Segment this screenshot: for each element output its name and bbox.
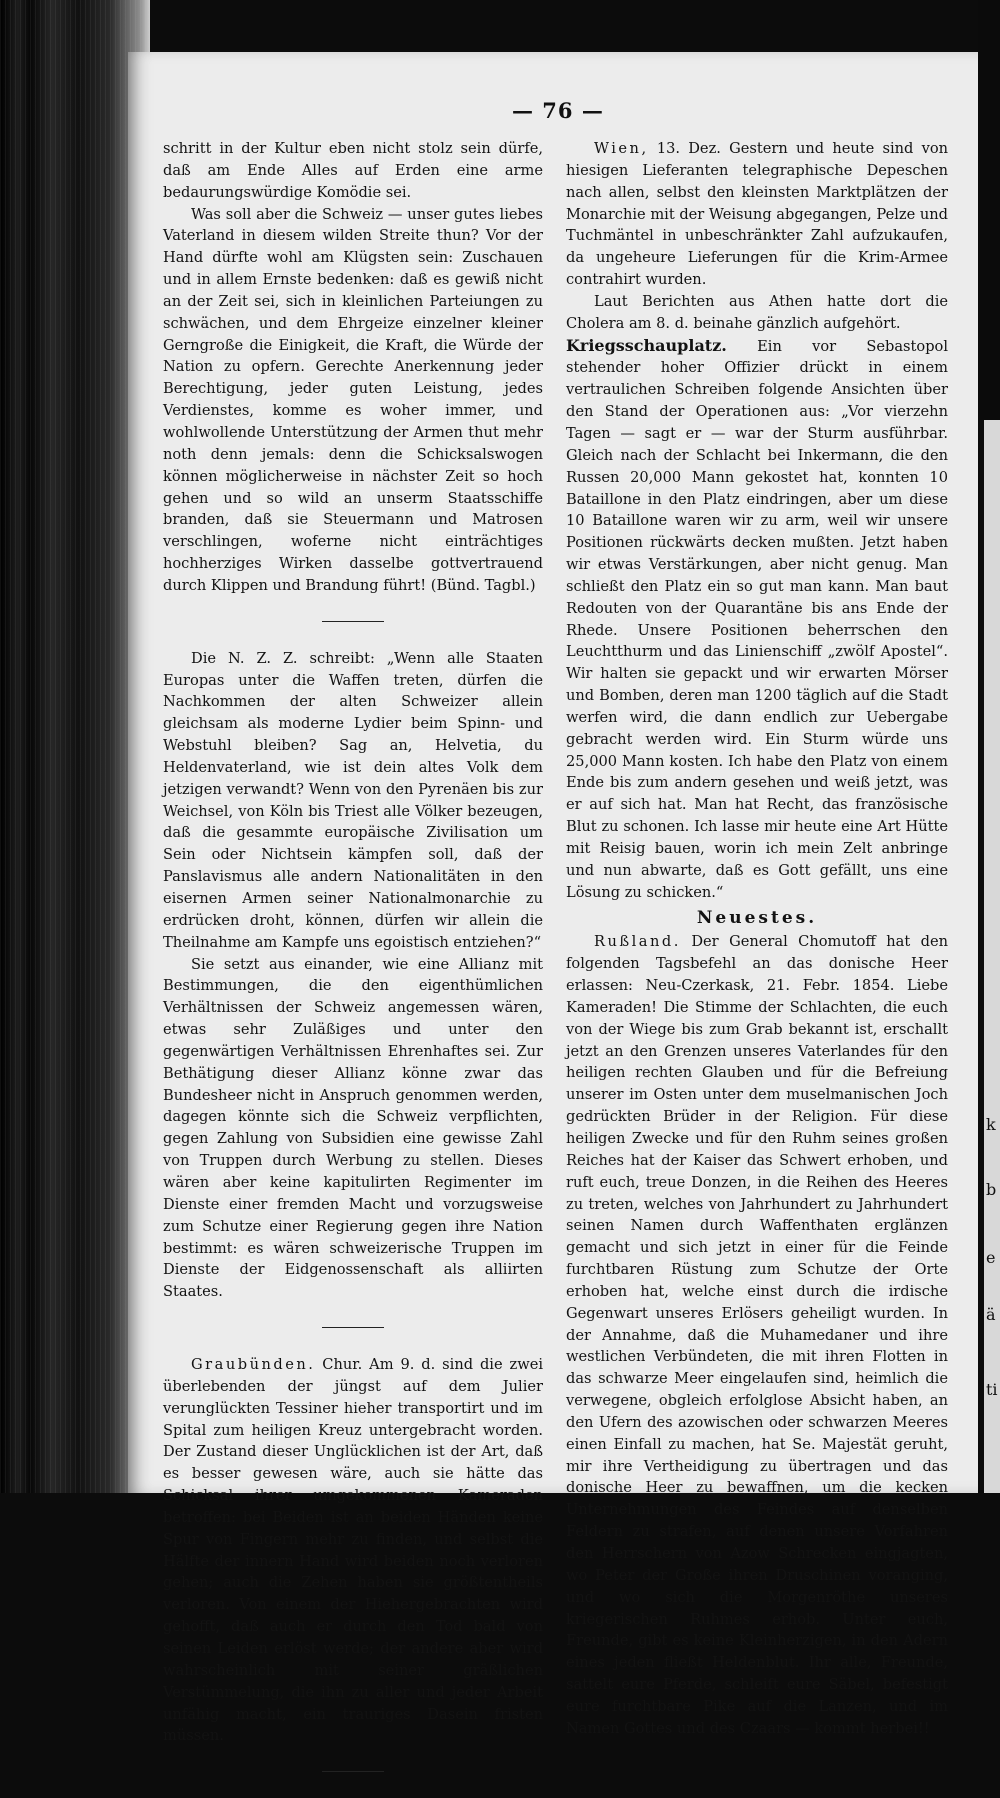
dateline-russland: Rußland. bbox=[594, 933, 681, 951]
edge-fragment: k bbox=[986, 1115, 996, 1134]
paragraph-text: Der General Chomutoff hat den folgenden Tagsbefehl an das donische Heer erlassen: Neu-Czerkask, 21. Febr. 1854. Liebe Kameraden! Die Stimme der Schlachten, die euch von der Wiege bis zum Grab bekannt ist, erschallt jetzt an den Grenzen unseres Vaterlandes für den heiligen rechten Glauben und für die Befreiung unserer im Osten unter dem muselmanischen Joch gedrückten Brüder in der Religion. Für diese heiligen Zwecke und für den Ruhm seines großen Reiches hat der Kaiser das Schwert erhoben, und ruft euch, treue Donzen, in die Reihen des Heeres zu treten, welches von Jahrhundert zu Jahrhundert seinen Namen durch Waffenthaten erglänzen gemacht und sich jetzt in einer für die Feinde furchtbaren Rüstung zum Schutze der Orte erhoben hat, welche einst durch die irdische Gegenwart unseres Erlösers geheiligt wurden. In der Annahme, daß die Muhamedaner und ihre westlichen Verbündeten, die mit ihren Flotten in das schwarze Meer eingelaufen sind, heimlich die verwegene, obgleich erfolglose Absicht haben, an den Ufern des azowischen oder schwarzen Meeres einen Einfall zu machen, hat Se. Majestät geruht, mir ihre Vertheidigung zu übertragen und das donische Heer zu bewaffnen, um die kecken Unternehmungen des Feindes auf denselben Feldern zu strafen, auf denen unsere Vorfahren den Herrschern von Azow Schrecken eingjagten, wo Peter der Große ihren Druschinen voranging, und wo sich die Morgenröthe unseres kriegerischen Ruhmes erhob. Unter euch, Freunde, gibt es keine Kleinherzigen, in den Adern eines jeden fließt Heldenblut. Ihr alle, Freunde, sattelt eure Pferde, schleift eure Säbel, befestigt eure furchtbare Pike auf die Lanzen, und im Namen Gottes und des Czaars — kommt herbei!! bbox=[566, 933, 948, 1737]
section-heading-kriegsschauplatz: Kriegsschauplatz. bbox=[566, 335, 727, 355]
paragraph-kriegsschauplatz bbox=[566, 335, 948, 904]
paragraph: Was soll aber die Schweiz — unser gutes liebes Vaterland in diesem wilden Streite thun? Vor der Hand dürfte wohl am Klügsten sein: Zuschauen und in allem Ernste bedenken: daß es gewiß nicht an der Zeit sei, sich in kleinlichen Parteiungen zu schwächen, und dem Ehrgeize einzelner kleiner Gerngroße die Einigkeit, die Kraft, die Würde der Nation zu opfern. Gerechte Anerkennung jeder Berechtigung, jeder guten Leistung, jedes Verdienstes, komme es woher immer, und wohlwollende Unterstützung der Armen thut mehr noth denn jemals: denn die Schicksalswogen können möglicherweise in nächster Zeit so hoch gehen und so wild an unserm Staatsschiffe branden, daß sie Steuermann und Matrosen verschlingen, woferne nicht einträchtiges hochherziges Wirken dasselbe gottvertrauend durch Klippen und Brandung führt! (Bünd. Tagbl.) bbox=[163, 205, 543, 594]
section-divider bbox=[322, 621, 384, 622]
section-divider bbox=[322, 1771, 384, 1772]
paragraph-text: Ein vor Sebastopol stehender hoher Offizier drückt in einem vertraulichen Schreiben folgende Ansichten über den Stand der Operationen aus: „Vor vierzehn Tagen — sagt er — war der Sturm ausführbar. Gleich nach der Schlacht bei Inkermann, die den Russen 20,000 Mann gekostet hat, konnten 10 Bataillone in den Platz eindringen, aber um diese 10 Bataillone waren wir zu arm, weil wir unsere Positionen rückwärts decken mußten. Jetzt haben wir etwas Verstärkungen, aber nicht genug. Man schließt den Platz ein so gut man kann. Man baut Redouten von der Quarantäne bis ans Ende der Rhede. Unsere Positionen beherrschen den Leuchtthurm und das Linienschiff „zwölf Apostel“. Wir halten sie gepackt und wir erwarten Mörser und Bomben, deren man 1200 täglich auf die Stadt werfen wird, die dann endlich zur Uebergabe gebracht werden wird. Ein Sturm würde uns 25,000 Mann kosten. Ich habe den Platz von einem Ende bis zum andern gesehen und weiß jetzt, was er auf sich hat. Man hat Recht, das französische Blut zu schonen. Ich lasse mir heute eine Art Hütte mit Reisig bauen, worin ich mein Zelt anbringe und nun abwarte, daß es Gott gefällt, uns eine Lösung zu schicken.“ bbox=[566, 337, 948, 901]
next-page-edge bbox=[978, 0, 1000, 1493]
paragraph-athen: Laut Berichten aus Athen hatte dort die Cholera am 8. d. beinahe gänzlich aufgehört. bbox=[566, 292, 948, 332]
paragraph-wien bbox=[566, 138, 948, 291]
section-heading-neuestes: Neuestes. bbox=[696, 907, 818, 928]
edge-fragment: b bbox=[986, 1180, 997, 1199]
paragraph-russland bbox=[566, 931, 948, 1739]
paragraph: Sie setzt aus einander, wie eine Allianz mit Bestimmungen, die den eigenthümlichen Verhältnissen der Schweiz angemessen wären, etwas sehr Zuläßiges und unter den gegenwärtigen Verhältnissen Ehrenhaftes sei. Zur Bethätigung dieser Allianz könne zwar das Bundesheer nicht in Anspruch genommen werden, dagegen könnte sich die Schweiz verpflichten, gegen Zahlung von Subsidien eine gewisse Zahl von Truppen durch Werbung zu stellen. Dieses wären aber keine kapitulirten Regimenter im Dienste einer fremden Macht und vorzugsweise zum Schutze einer Regierung gegen ihre Nation bestimmt: es wären schweizerische Truppen im Dienste der Eidgenossenschaft als alliirten Staates. bbox=[163, 955, 543, 1301]
section-divider bbox=[322, 1327, 384, 1328]
edge-fragment: ä bbox=[986, 1305, 996, 1324]
paragraph: Die N. Z. Z. schreibt: „Wenn alle Staaten Europas unter die Waffen treten, dürfen die Nachkommen der alten Schweizer allein gleichsam als moderne Lydier beim Spinn- und Webstuhl bleiben? Sag an, Helvetia, du Heldenvaterland, wie ist dein altes Volk dem jetzigen verwandt? Wenn von den Pyrenäen bis zur Weichsel, von Köln bis Triest alle Völker bezeugen, daß die gesammte europäische Zivilisation um Sein oder Nichtsein kämpfen soll, daß der Panslavismus alle andern Nationalitäten in den eisernen Armen seiner Nationalmonarchie zu erdrücken droht, können, dürfen wir allein die Theilnahme am Kampfe uns egoistisch entziehen?“ bbox=[163, 649, 543, 951]
dateline-wien: Wien, bbox=[594, 140, 649, 157]
section-heading-graubuenden: Graubünden. bbox=[191, 1356, 316, 1374]
page-number: — 76 — bbox=[512, 98, 604, 123]
next-page-sliver bbox=[984, 420, 1000, 1493]
paragraph-text: 13. Dez. Gestern und heute sind von hiesigen Lieferanten telegraphische Depeschen nach allen, selbst den kleinsten Marktplätzen der Monarchie mit der Weisung abgegangen, Pelze und Tuchmäntel in unbeschränkter Zahl aufzukaufen, da ungeheure Lieferungen für die Krim-Armee contrahirt wurden. bbox=[566, 140, 948, 289]
edge-fragment: ti bbox=[986, 1380, 998, 1399]
right-column bbox=[566, 138, 948, 1740]
left-column bbox=[163, 138, 543, 1798]
paragraph-graubuenden bbox=[163, 1354, 543, 1747]
edge-fragment: e bbox=[986, 1248, 996, 1267]
paragraph: schritt in der Kultur eben nicht stolz sein dürfe, daß am Ende Alles auf Erden eine arme bedaurungswürdige Komödie sei. bbox=[163, 140, 543, 201]
paragraph-text: Chur. Am 9. d. sind die zwei überlebenden der jüngst auf dem Julier verunglückten Tessiner hieher transportirt und im Spital zum heiligen Kreuz untergebracht worden. Der Zustand dieser Unglücklichen ist der Art, daß es besser gewesen wäre, auch sie hätte das Schicksal ihrer umgekommenen Kameraden betroffen: bei Beiden ist an beiden Händen keine Spur von Fingern mehr zu finden, und selbst die Hälfte der innern Hand wird beiden noch verloren gehen; auch die Zehen haben sie größtentheils verloren. Von einem der Hiehergebrachten wird gehofft, daß auch er durch den Tod bald von seinen Leiden erlöst werde; der andere aber wird wahrscheinlich mit seiner gräßlichen Verstümmelung, die ihn zu aller und jeder Arbeit unfähig macht, ein trauriges Dasein fristen müssen. bbox=[163, 1356, 543, 1745]
